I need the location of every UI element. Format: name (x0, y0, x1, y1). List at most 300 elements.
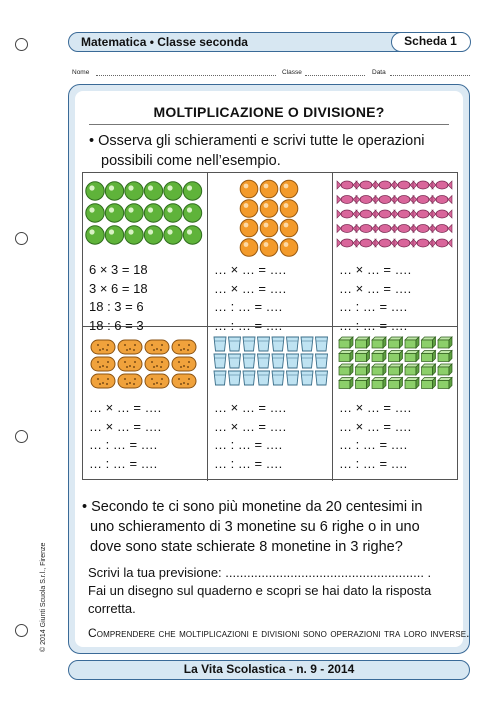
candy-wrap (413, 181, 417, 189)
candy-wrap (448, 196, 452, 204)
glass (272, 337, 284, 351)
candy-wrap (356, 196, 360, 204)
cube-face (438, 354, 449, 362)
cookie-dot (156, 382, 158, 384)
cookie-dot (133, 349, 135, 351)
binder-hole (15, 624, 28, 637)
cube-face (405, 340, 416, 348)
cube-face (389, 340, 400, 348)
marble-highlight (128, 185, 133, 190)
glass (214, 354, 226, 368)
green-marble (144, 226, 162, 244)
cookie-dot (178, 344, 180, 346)
cube-face (438, 381, 449, 389)
green-marble (183, 226, 201, 244)
page-title: MOLTIPLICAZIONE O DIVISIONE? (153, 104, 385, 120)
green-marble (164, 182, 182, 200)
cube-face (405, 354, 416, 362)
green-marble (86, 204, 104, 222)
green-marble (164, 204, 182, 222)
orange-ball (260, 219, 278, 237)
operation-blank[interactable]: … : … = …. (214, 299, 283, 314)
example-operations (89, 261, 148, 335)
operation: 3 × 6 = 18 (89, 280, 148, 296)
cookie (172, 340, 196, 354)
cookie (145, 340, 169, 354)
cube-face (339, 340, 350, 348)
green-marble (105, 182, 123, 200)
orange-ball (240, 180, 258, 198)
cube-face (422, 381, 433, 389)
glass (316, 337, 328, 351)
candy (417, 210, 429, 218)
candy-wrap (394, 181, 398, 189)
cube-face (339, 367, 350, 375)
cookie-dot (156, 348, 158, 350)
ball-highlight (244, 203, 249, 208)
learning-goal (88, 626, 470, 640)
cookie-dot (188, 344, 190, 346)
ball-highlight (264, 184, 269, 189)
cookie-dot (160, 349, 162, 351)
candy-wrap (394, 225, 398, 233)
cookie (118, 374, 142, 388)
cookie-dot (161, 344, 163, 346)
candy (436, 210, 448, 218)
marble-highlight (187, 207, 192, 212)
blank-operations[interactable] (214, 399, 286, 473)
candy (379, 181, 391, 189)
candy-wrap (432, 196, 436, 204)
green-marble (86, 182, 104, 200)
marble-highlight (128, 207, 133, 212)
name-label: Nome (72, 69, 90, 76)
marble-highlight (167, 207, 172, 212)
copyright-notice: © 2014 Giunti Scuola S.r.l., Firenze (40, 542, 47, 652)
candy (417, 196, 429, 204)
blank-operations[interactable] (339, 261, 411, 335)
cookie (145, 374, 169, 388)
cookie-dot (160, 383, 162, 385)
green-marble (183, 204, 201, 222)
orange-ball (260, 200, 278, 218)
candy-wrap (375, 225, 379, 233)
cell-glasses (208, 327, 333, 481)
cookie-dot (124, 344, 126, 346)
cube-face (372, 354, 383, 362)
cookie-dot (97, 344, 99, 346)
marble-highlight (89, 207, 94, 212)
class-label: Classe (282, 69, 302, 76)
cookie-dot (188, 378, 190, 380)
class-field[interactable] (305, 75, 365, 76)
marble-highlight (89, 185, 94, 190)
cookie-dot (188, 361, 190, 363)
operation-blank[interactable]: … × … = …. (339, 280, 412, 296)
glass (229, 337, 241, 351)
candy-wrap (413, 196, 417, 204)
cookie-dot (102, 348, 104, 350)
operation-blank[interactable]: … × … = …. (214, 400, 287, 415)
green-marble (144, 182, 162, 200)
cookie-dot (161, 378, 163, 380)
cube-face (339, 354, 350, 362)
candy-wrap (337, 239, 341, 247)
glass (214, 371, 226, 385)
marble-highlight (109, 185, 114, 190)
orange-ball (240, 219, 258, 237)
glass (258, 371, 270, 385)
glass (301, 354, 313, 368)
question-block (82, 497, 462, 557)
candy-wrap (413, 210, 417, 218)
cookie-dot (126, 366, 128, 368)
cookie-dot (183, 348, 185, 350)
candy-wrap (356, 239, 360, 247)
green-marble (125, 204, 143, 222)
operation: 18 : 6 = 3 (89, 317, 144, 333)
operation-blank[interactable]: … : … = …. (89, 455, 158, 471)
ball-highlight (264, 242, 269, 247)
instruction-line-2: possibili come nell’esempio. (101, 153, 281, 169)
candy-wrap (413, 239, 417, 247)
green-marble (105, 204, 123, 222)
candy (360, 196, 372, 204)
cube-face (356, 354, 367, 362)
glass (272, 371, 284, 385)
cookie-dot (102, 365, 104, 367)
candy (341, 225, 353, 233)
green-cubes-array (333, 327, 457, 397)
cell-green-cubes (333, 327, 457, 481)
operation-blank[interactable]: … : … = …. (339, 299, 408, 314)
candy-wrap (432, 181, 436, 189)
candy (379, 225, 391, 233)
ball-highlight (264, 223, 269, 228)
candy-wrap (375, 210, 379, 218)
ball-highlight (284, 184, 289, 189)
operation-blank[interactable]: … : … = …. (339, 437, 408, 452)
ball-highlight (244, 184, 249, 189)
candy (436, 225, 448, 233)
marble-highlight (148, 185, 153, 190)
cube-face (339, 381, 350, 389)
candy-wrap (356, 181, 360, 189)
glass (287, 354, 299, 368)
learning-goal-text: Comprendere che moltiplicazioni e divisioni sono operazioni tra loro inverse. (88, 626, 470, 640)
glass (243, 371, 255, 385)
candy-wrap (375, 239, 379, 247)
green-marble (105, 226, 123, 244)
date-field[interactable] (390, 75, 470, 76)
operation-blank[interactable]: … × … = …. (339, 418, 412, 434)
candy-wrap (375, 196, 379, 204)
cookie-dot (133, 366, 135, 368)
operation-blank[interactable]: … : … = …. (214, 455, 283, 471)
cookie-dot (134, 344, 136, 346)
operation-blank[interactable]: … : … = …. (214, 437, 283, 452)
cube-face (422, 354, 433, 362)
glass (229, 354, 241, 368)
operation-blank[interactable]: … × … = …. (339, 400, 412, 415)
sheet-number: Scheda 1 (391, 32, 471, 52)
cube-face (356, 381, 367, 389)
orange-ball (280, 200, 298, 218)
candy-wrap (432, 225, 436, 233)
candy-wrap (448, 225, 452, 233)
candy (417, 181, 429, 189)
cookie (145, 357, 169, 371)
cookie-dot (187, 383, 189, 385)
cookie-dot (156, 365, 158, 367)
cookie-dot (99, 383, 101, 385)
cell-orange-balls (208, 173, 333, 333)
marble-highlight (167, 229, 172, 234)
marble-highlight (167, 185, 172, 190)
cookies-array (83, 327, 208, 397)
cookie-dot (99, 366, 101, 368)
glass (258, 354, 270, 368)
cookie-dot (187, 349, 189, 351)
marble-highlight (109, 207, 114, 212)
instruction-line-1: • Osserva gli schieramenti e scrivi tutte le operazioni (89, 133, 425, 149)
candy (379, 210, 391, 218)
binder-hole (15, 232, 28, 245)
glass (301, 337, 313, 351)
cookie-dot (180, 349, 182, 351)
cube-face (438, 340, 449, 348)
cube-face (372, 367, 383, 375)
operation: 18 : 3 = 6 (89, 299, 144, 314)
operation-blank[interactable]: … × … = …. (214, 280, 287, 296)
cookie-dot (133, 383, 135, 385)
cookie-dot (134, 378, 136, 380)
candy (379, 239, 391, 247)
cookie-dot (151, 361, 153, 363)
name-field[interactable] (96, 75, 276, 76)
cube-face (372, 340, 383, 348)
header-bar (68, 32, 470, 52)
candy (379, 196, 391, 204)
cube-face (389, 367, 400, 375)
candy (417, 239, 429, 247)
orange-ball (280, 239, 298, 257)
operation-blank[interactable]: … × … = …. (214, 418, 287, 434)
cookie (172, 374, 196, 388)
operation-blank[interactable]: … : … = …. (214, 317, 283, 333)
candy-wrap (432, 239, 436, 247)
ball-highlight (264, 203, 269, 208)
green-marble (144, 204, 162, 222)
subject-label: Matematica • Classe seconda (81, 35, 248, 49)
cookie-dot (183, 382, 185, 384)
blank-operations[interactable] (89, 399, 161, 473)
candy (398, 239, 410, 247)
orange-ball (280, 180, 298, 198)
cookie-dot (151, 344, 153, 346)
candy (341, 181, 353, 189)
date-label: Data (372, 69, 386, 76)
cookie-dot (106, 366, 108, 368)
cookie-dot (97, 361, 99, 363)
cookie-dot (126, 383, 128, 385)
orange-ball (280, 219, 298, 237)
cell-pink-candies (333, 173, 457, 333)
cookie-dot (183, 365, 185, 367)
orange-ball (260, 180, 278, 198)
operation-blank[interactable]: … × … = …. (339, 262, 412, 277)
cube-face (405, 367, 416, 375)
cookie-dot (129, 365, 131, 367)
candy-wrap (448, 239, 452, 247)
arrays-grid (82, 172, 458, 480)
ball-highlight (244, 223, 249, 228)
glass (316, 371, 328, 385)
candy (360, 181, 372, 189)
operation-blank[interactable]: … : … = …. (339, 455, 408, 471)
green-marble (125, 182, 143, 200)
candy (436, 239, 448, 247)
candy-wrap (337, 210, 341, 218)
operation-blank[interactable]: … × … = …. (89, 400, 162, 415)
orange-ball (260, 239, 278, 257)
cube-face (389, 354, 400, 362)
glass (258, 337, 270, 351)
marble-highlight (89, 229, 94, 234)
blank-operations[interactable] (214, 261, 286, 335)
candy-wrap (337, 196, 341, 204)
cookie (118, 340, 142, 354)
ball-highlight (284, 203, 289, 208)
glass (287, 337, 299, 351)
candy-wrap (394, 239, 398, 247)
cookie-dot (178, 378, 180, 380)
glass (316, 354, 328, 368)
cookie (91, 340, 115, 354)
cube-face (405, 381, 416, 389)
candy (360, 210, 372, 218)
cube-face (356, 367, 367, 375)
cube-face (372, 381, 383, 389)
cookie-dot (97, 378, 99, 380)
prediction-line-3: corretta. (88, 601, 136, 616)
cookie-dot (153, 366, 155, 368)
cookie-dot (107, 344, 109, 346)
operation-blank[interactable]: … × … = …. (214, 262, 287, 277)
candy-wrap (432, 210, 436, 218)
glass (214, 337, 226, 351)
cookie-dot (102, 382, 104, 384)
cookie (172, 357, 196, 371)
operation-blank[interactable]: … : … = …. (339, 317, 408, 333)
candy-wrap (337, 225, 341, 233)
glass (287, 371, 299, 385)
cube-face (422, 367, 433, 375)
cookie-dot (107, 361, 109, 363)
glass (243, 354, 255, 368)
cookie (118, 357, 142, 371)
question-line-1: • Secondo te ci sono più monetine da 20 centesimi in (82, 499, 423, 515)
cookie-dot (180, 366, 182, 368)
candy (341, 239, 353, 247)
cookie-dot (126, 349, 128, 351)
green-marble (183, 182, 201, 200)
cell-cookies (83, 327, 208, 481)
cookie-dot (124, 361, 126, 363)
cube-face (422, 340, 433, 348)
cookie-dot (160, 366, 162, 368)
ball-highlight (284, 242, 289, 247)
candy (360, 225, 372, 233)
cookie-dot (129, 348, 131, 350)
marble-highlight (148, 207, 153, 212)
orange-ball (240, 239, 258, 257)
cube-face (389, 381, 400, 389)
cookie-dot (134, 361, 136, 363)
cookie-dot (129, 382, 131, 384)
cookie-dot (153, 349, 155, 351)
candy (436, 181, 448, 189)
candy-wrap (337, 181, 341, 189)
operation-blank[interactable]: … : … = …. (89, 437, 158, 452)
glass (229, 371, 241, 385)
candy-wrap (356, 210, 360, 218)
cookie-dot (151, 378, 153, 380)
cookie-dot (124, 378, 126, 380)
cell-green-marbles (83, 173, 208, 333)
green-marble (125, 226, 143, 244)
marble-highlight (187, 185, 192, 190)
cube-face (356, 340, 367, 348)
marble-highlight (109, 229, 114, 234)
orange-balls-array (208, 173, 333, 261)
candy-wrap (394, 210, 398, 218)
prediction-line-1[interactable]: Scrivi la tua previsione: ....................................................... . (88, 565, 432, 580)
cookie-dot (153, 383, 155, 385)
candy-wrap (448, 210, 452, 218)
green-marble (164, 226, 182, 244)
glasses-array (208, 327, 333, 397)
cookie-dot (180, 383, 182, 385)
blank-operations[interactable] (339, 399, 411, 473)
footer: La Vita Scolastica - n. 9 - 2014 (68, 660, 470, 680)
cookie-dot (107, 378, 109, 380)
title-divider (89, 124, 449, 125)
candy-wrap (413, 225, 417, 233)
glass (243, 337, 255, 351)
prediction-line-2: Fai un disegno sul quaderno e scopri se hai dato la risposta (88, 583, 432, 598)
candy (398, 196, 410, 204)
operation-blank[interactable]: … × … = …. (89, 418, 162, 434)
cookie (91, 374, 115, 388)
candy-wrap (356, 225, 360, 233)
cookie-dot (106, 349, 108, 351)
cookie-dot (99, 349, 101, 351)
cookie-dot (106, 383, 108, 385)
binder-hole (15, 38, 28, 51)
cookie-dot (178, 361, 180, 363)
candy (398, 210, 410, 218)
candy-wrap (394, 196, 398, 204)
green-marbles-array (83, 173, 208, 261)
orange-ball (240, 200, 258, 218)
candy-wrap (448, 181, 452, 189)
candy-wrap (375, 181, 379, 189)
candy (398, 225, 410, 233)
cube-face (438, 367, 449, 375)
candy (341, 210, 353, 218)
operation: 6 × 3 = 18 (89, 262, 148, 277)
